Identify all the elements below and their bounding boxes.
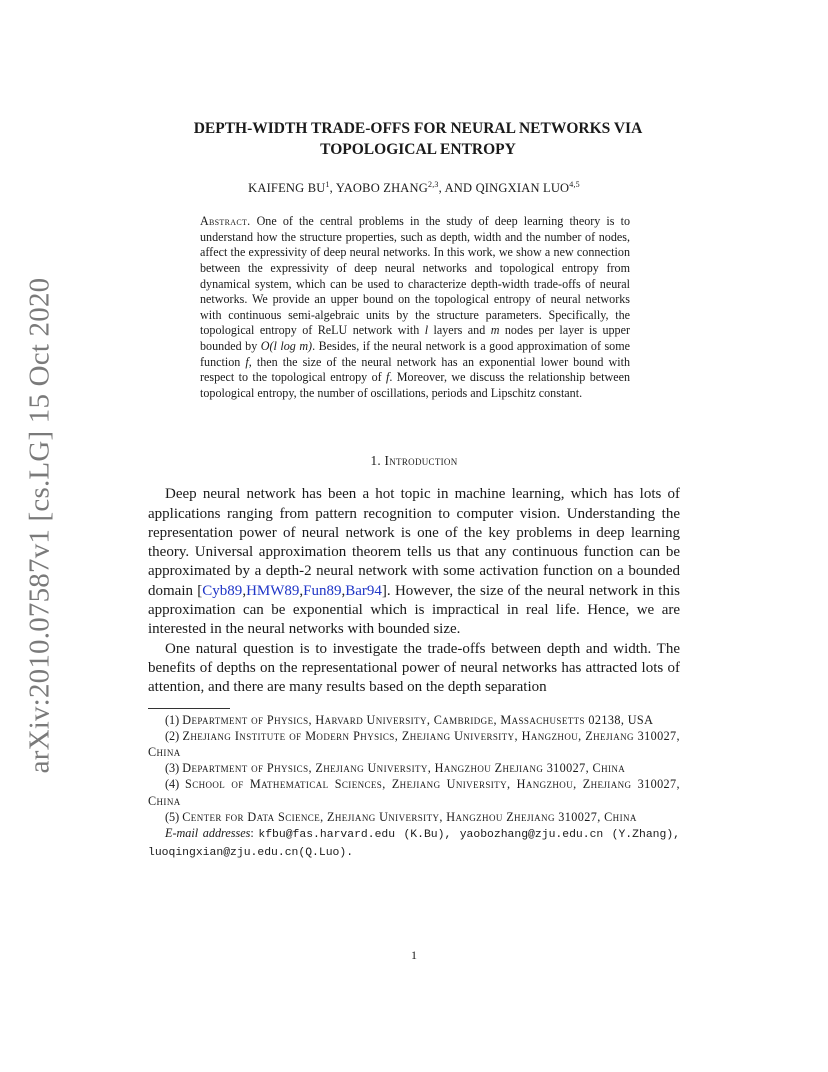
footnotes (148, 712, 680, 862)
author-2-affiliation: 2,3 (428, 180, 439, 189)
abstract-text-1: One of the central problems in the study of deep learning theory is to understand how the structure properties, such as depth, width and the number of nodes, affect the expressivity of deep neural networks. In this work, we show a new connection between the expressivity of deep neural networks and topological entropy from dynamical system, which can be used to characterize depth-width trade-offs of neural networks. We provide an upper bound on the topological entropy of neural networks with continuous semi-algebraic units by the structure parameters. Specifically, the topological entropy of ReLU network with (200, 214, 631, 338)
email-addresses (148, 825, 680, 861)
abstract-text-2: layers and (428, 323, 491, 338)
abstract-big-o: O(l log m) (260, 338, 313, 353)
author-3: QINGXIAN LUO (475, 181, 570, 196)
footnote-3 (148, 760, 680, 776)
intro-paragraph-2: One natural question is to investigate the trade-offs between depth and width. The benefits of depths on the representational power of neural networks has attracted lots of attention, and there are many results based on the depth separation (148, 640, 680, 696)
paper-page (148, 118, 680, 861)
abstract-var-f-2: f (386, 370, 390, 385)
author-2: YAOBO ZHANG (335, 181, 428, 196)
arxiv-id-text: arXiv:2010.07587v1 [cs.LG] 15 Oct 2020 (23, 277, 56, 773)
footnote-1-text: Department of Physics, Harvard University, Cambridge, Massachusetts 02138, USA (182, 712, 654, 727)
cite-comma: , (341, 582, 346, 599)
author-and: , AND (438, 181, 476, 196)
footnote-5-text: Center for Data Science, Zhejiang University, Hangzhou Zhejiang 310027, China (182, 809, 637, 824)
footnote-2 (148, 728, 680, 760)
footnote-4-text: School of Mathematical Sciences, Zhejiang University, Hangzhou, Zhejiang 310027, China (148, 777, 680, 808)
author-1: KAIFENG BU (248, 181, 326, 196)
title-line-1: DEPTH-WIDTH TRADE-OFFS FOR NEURAL NETWORKS VIA (193, 120, 643, 137)
abstract-text-3: nodes per layer is upper bounded by (200, 323, 630, 353)
abstract-text-6: . Moreover, we discuss the relationship between topological entropy, the number of oscillations, periods and Lipschitz constant. (200, 370, 630, 400)
email-label: E-mail addresses (165, 825, 251, 840)
footnote-divider (148, 708, 230, 709)
abstract-text-5: , then the size of the neural network has an exponential lower bound with respect to the topological entropy of (200, 354, 630, 385)
author-3-affiliation: 4,5 (569, 180, 580, 189)
footnote-3-text: Department of Physics, Zhejiang University, Hangzhou Zhejiang 310027, China (182, 761, 626, 776)
arxiv-identifier-stamp (21, 277, 59, 773)
page-number: 1 (411, 948, 417, 962)
footnote-1-number: (1) (165, 712, 180, 727)
cite-comma: , (299, 582, 304, 599)
intro-p1-start: Deep neural network has been a hot topic in machine learning, which has lots of applications ranging from pattern recognition to computer vision. Understanding the representation power of neural network is one of the key problems in deep learning theory. Universal approximation theorem tells us that any continuous function can be approximated by a depth-2 neural network with some activation function on a bounded domain [ (148, 486, 680, 599)
email-list[interactable]: kfbu@fas.harvard.edu (K.Bu), yaobozhang@zju.edu.cn (Y.Zhang), luoqingxian@zju.edu.cn(Q.Luo). (148, 828, 680, 860)
abstract (200, 214, 630, 401)
footnote-2-text: Zhejiang Institute of Modern Physics, Zhejiang University, Hangzhou, Zhejiang 310027, China (148, 728, 681, 759)
abstract-var-m: m (490, 323, 500, 338)
footnote-2-number: (2) (165, 728, 180, 743)
email-colon: : (250, 825, 259, 840)
author-separator: , (329, 181, 336, 196)
abstract-text-4: . Besides, if the neural network is a good approximation of some function (200, 338, 630, 369)
footnote-4-number: (4) (165, 777, 180, 792)
title-line-2: TOPOLOGICAL ENTROPY (320, 141, 516, 158)
citation-bar94[interactable]: Bar94 (345, 582, 382, 599)
paper-title (156, 118, 680, 160)
footnote-5 (148, 809, 680, 825)
footnote-3-number: (3) (165, 761, 180, 776)
footnote-5-number: (5) (165, 809, 180, 824)
author-list (148, 180, 680, 196)
section-title: Introduction (384, 453, 458, 469)
footnote-1 (148, 712, 680, 728)
intro-p1-end: ]. However, the size of the neural network in this approximation can be exponential which is impractical in real life. Hence, we are interested in the neural networks with bounded size. (148, 582, 680, 638)
abstract-var-f: f (245, 354, 249, 369)
footnote-4 (148, 776, 680, 808)
section-heading-introduction (148, 453, 680, 469)
intro-paragraph-1 (148, 485, 680, 639)
introduction-body (148, 485, 680, 697)
citation-cyb89[interactable]: Cyb89 (202, 582, 243, 599)
abstract-var-l: l (424, 323, 429, 338)
abstract-heading: Abstract. (200, 214, 251, 229)
cite-comma: , (242, 582, 247, 599)
citation-hmw89[interactable]: HMW89 (246, 582, 300, 599)
section-number: 1. (370, 453, 381, 469)
author-1-affiliation: 1 (325, 180, 330, 189)
citation-fun89[interactable]: Fun89 (303, 582, 342, 599)
